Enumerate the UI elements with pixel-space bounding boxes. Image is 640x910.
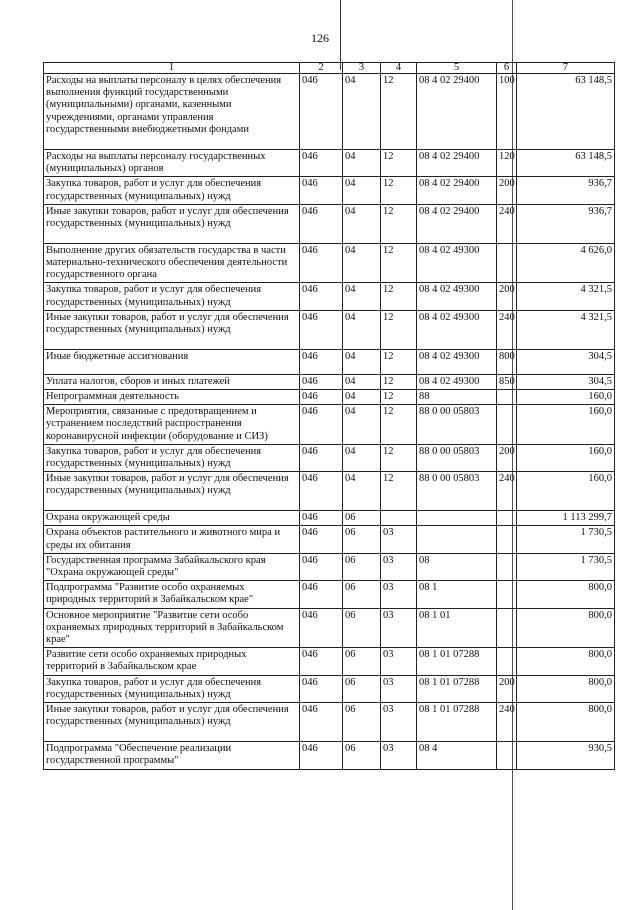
table-row (44, 553, 615, 580)
cell-ministry: 046 (300, 581, 343, 608)
row-name: Подпрограмма "Развитие особо охраняемых природных территорий в Забайкальском крае" (44, 581, 300, 608)
cell-subsection: 12 (381, 444, 417, 471)
cell-amount: 4 321,5 (517, 283, 615, 310)
cell-ministry: 046 (300, 283, 343, 310)
cell-amount: 800,0 (517, 703, 615, 742)
cell-subsection: 12 (381, 177, 417, 204)
cell-ministry: 046 (300, 177, 343, 204)
cell-ministry: 046 (300, 608, 343, 648)
cell-ministry: 046 (300, 74, 343, 150)
table-row (44, 405, 615, 445)
cell-expense-type: 850 (497, 374, 517, 389)
cell-expense-type: 240 (497, 310, 517, 349)
cell-amount: 1 113 299,7 (517, 511, 615, 526)
table-row (44, 349, 615, 374)
column-header: 7 (517, 63, 615, 74)
cell-section: 04 (343, 349, 381, 374)
cell-expense-type (497, 742, 517, 769)
row-name: Развитие сети особо охраняемых природных территорий в Забайкальском крае (44, 648, 300, 675)
cell-amount: 4 321,5 (517, 310, 615, 349)
cell-ministry: 046 (300, 675, 343, 702)
cell-expense-type (497, 390, 517, 405)
table-row (44, 675, 615, 702)
table-row (44, 204, 615, 243)
cell-target-article: 08 4 02 49300 (417, 374, 497, 389)
cell-ministry: 046 (300, 204, 343, 243)
cell-target-article: 08 4 02 49300 (417, 349, 497, 374)
cell-amount: 160,0 (517, 390, 615, 405)
cell-amount: 936,7 (517, 204, 615, 243)
row-name: Закупка товаров, работ и услуг для обеспечения государственных (муниципальных) нужд (44, 283, 300, 310)
cell-expense-type (497, 648, 517, 675)
table-row (44, 74, 615, 150)
column-header: 2 (300, 63, 343, 74)
cell-ministry: 046 (300, 374, 343, 389)
table-row (44, 703, 615, 742)
table-row (44, 742, 615, 769)
cell-target-article: 08 4 (417, 742, 497, 769)
cell-amount: 160,0 (517, 472, 615, 511)
table-header-row (44, 63, 615, 74)
cell-amount: 800,0 (517, 581, 615, 608)
cell-expense-type (497, 511, 517, 526)
cell-section: 04 (343, 472, 381, 511)
cell-subsection: 03 (381, 742, 417, 769)
cell-section: 04 (343, 150, 381, 177)
cell-amount: 1 730,5 (517, 526, 615, 553)
cell-section: 06 (343, 553, 381, 580)
cell-target-article: 08 4 02 29400 (417, 204, 497, 243)
row-name: Иные закупки товаров, работ и услуг для обеспечения государственных (муниципальных) нужд (44, 703, 300, 742)
table-row (44, 390, 615, 405)
cell-amount: 930,5 (517, 742, 615, 769)
cell-target-article (417, 511, 497, 526)
cell-section: 04 (343, 374, 381, 389)
table-row (44, 581, 615, 608)
cell-subsection: 12 (381, 283, 417, 310)
row-name: Выполнение других обязательств государства в части материально-технического обеспечения деятельности государственного органа (44, 243, 300, 283)
table-row (44, 310, 615, 349)
cell-amount: 800,0 (517, 675, 615, 702)
row-name: Расходы на выплаты персоналу в целях обеспечения выполнения функций государственными (муниципальными) органами, казенными учреждениями, органами управления государственными внебюджетными фондами (44, 74, 300, 150)
cell-section: 06 (343, 742, 381, 769)
cell-section: 06 (343, 526, 381, 553)
cell-section: 04 (343, 390, 381, 405)
row-name: Уплата налогов, сборов и иных платежей (44, 374, 300, 389)
cell-amount: 1 730,5 (517, 553, 615, 580)
cell-ministry: 046 (300, 390, 343, 405)
budget-table (43, 62, 615, 770)
cell-section: 06 (343, 703, 381, 742)
cell-expense-type (497, 608, 517, 648)
cell-subsection: 12 (381, 243, 417, 283)
cell-section: 04 (343, 177, 381, 204)
cell-section: 06 (343, 648, 381, 675)
table-row (44, 608, 615, 648)
column-header: 6 (497, 63, 517, 74)
cell-expense-type (497, 526, 517, 553)
cell-ministry: 046 (300, 150, 343, 177)
cell-section: 04 (343, 74, 381, 150)
cell-target-article: 88 0 00 05803 (417, 472, 497, 511)
cell-ministry: 046 (300, 526, 343, 553)
cell-amount: 800,0 (517, 608, 615, 648)
cell-section: 04 (343, 243, 381, 283)
table-row (44, 243, 615, 283)
table-row (44, 511, 615, 526)
cell-target-article: 08 1 01 07288 (417, 648, 497, 675)
cell-target-article: 08 4 02 49300 (417, 243, 497, 283)
row-name: Иные бюджетные ассигнования (44, 349, 300, 374)
cell-target-article: 08 4 02 49300 (417, 283, 497, 310)
cell-subsection: 03 (381, 608, 417, 648)
row-name: Закупка товаров, работ и услуг для обеспечения государственных (муниципальных) нужд (44, 177, 300, 204)
cell-expense-type (497, 581, 517, 608)
cell-ministry: 046 (300, 472, 343, 511)
cell-target-article: 08 1 01 (417, 608, 497, 648)
cell-amount: 160,0 (517, 444, 615, 471)
page-number: 126 (311, 31, 329, 45)
cell-expense-type: 200 (497, 177, 517, 204)
cell-subsection: 12 (381, 204, 417, 243)
row-name: Иные закупки товаров, работ и услуг для обеспечения государственных (муниципальных) нужд (44, 472, 300, 511)
cell-section: 06 (343, 608, 381, 648)
column-header: 5 (417, 63, 497, 74)
cell-expense-type: 240 (497, 472, 517, 511)
cell-subsection: 03 (381, 553, 417, 580)
cell-target-article: 08 4 02 29400 (417, 177, 497, 204)
cell-subsection: 12 (381, 405, 417, 445)
cell-expense-type: 200 (497, 444, 517, 471)
cell-target-article: 08 4 02 49300 (417, 310, 497, 349)
table-row (44, 374, 615, 389)
cell-ministry: 046 (300, 243, 343, 283)
cell-ministry: 046 (300, 405, 343, 445)
cell-subsection: 12 (381, 74, 417, 150)
cell-subsection: 12 (381, 349, 417, 374)
cell-section: 06 (343, 675, 381, 702)
row-name: Подпрограмма "Обеспечение реализации государственной программы" (44, 742, 300, 769)
cell-target-article: 08 1 (417, 581, 497, 608)
table-row (44, 283, 615, 310)
cell-subsection: 03 (381, 703, 417, 742)
cell-amount: 160,0 (517, 405, 615, 445)
cell-subsection (381, 511, 417, 526)
cell-target-article: 08 4 02 29400 (417, 150, 497, 177)
cell-section: 04 (343, 405, 381, 445)
row-name: Непрограммная деятельность (44, 390, 300, 405)
row-name: Иные закупки товаров, работ и услуг для обеспечения государственных (муниципальных) нужд (44, 204, 300, 243)
cell-amount: 63 148,5 (517, 74, 615, 150)
cell-expense-type (497, 405, 517, 445)
cell-ministry: 046 (300, 648, 343, 675)
cell-target-article: 88 0 00 05803 (417, 444, 497, 471)
row-name: Охрана окружающей среды (44, 511, 300, 526)
row-name: Закупка товаров, работ и услуг для обеспечения государственных (муниципальных) нужд (44, 444, 300, 471)
row-name: Государственная программа Забайкальского края "Охрана окружающей среды" (44, 553, 300, 580)
cell-subsection: 12 (381, 150, 417, 177)
cell-ministry: 046 (300, 703, 343, 742)
cell-ministry: 046 (300, 742, 343, 769)
cell-subsection: 12 (381, 310, 417, 349)
cell-amount: 4 626,0 (517, 243, 615, 283)
cell-amount: 304,5 (517, 349, 615, 374)
row-name: Расходы на выплаты персоналу государственных (муниципальных) органов (44, 150, 300, 177)
cell-subsection: 03 (381, 648, 417, 675)
column-header: 1 (44, 63, 300, 74)
cell-section: 04 (343, 204, 381, 243)
cell-expense-type: 100 (497, 74, 517, 150)
cell-amount: 63 148,5 (517, 150, 615, 177)
cell-target-article: 88 0 00 05803 (417, 405, 497, 445)
cell-ministry: 046 (300, 444, 343, 471)
cell-target-article: 08 4 02 29400 (417, 74, 497, 150)
table-row (44, 150, 615, 177)
row-name: Основное мероприятие "Развитие сети особо охраняемых природных территорий в Забайкальском крае" (44, 608, 300, 648)
cell-section: 06 (343, 581, 381, 608)
cell-section: 04 (343, 283, 381, 310)
row-name: Мероприятия, связанные с предотвращением и устранением последствий распространения коронавирусной инфекции (оборудование и СИЗ) (44, 405, 300, 445)
table-row (44, 177, 615, 204)
cell-target-article: 08 1 01 07288 (417, 675, 497, 702)
cell-expense-type: 240 (497, 204, 517, 243)
column-header: 3 (343, 63, 381, 74)
cell-target-article: 88 (417, 390, 497, 405)
cell-target-article (417, 526, 497, 553)
cell-ministry: 046 (300, 310, 343, 349)
cell-section: 04 (343, 444, 381, 471)
row-name: Охрана объектов растительного и животного мира и среды их обитания (44, 526, 300, 553)
cell-expense-type (497, 553, 517, 580)
cell-expense-type: 800 (497, 349, 517, 374)
cell-subsection: 12 (381, 472, 417, 511)
cell-target-article: 08 1 01 07288 (417, 703, 497, 742)
table-row (44, 526, 615, 553)
cell-expense-type: 240 (497, 703, 517, 742)
cell-section: 04 (343, 310, 381, 349)
table-row (44, 648, 615, 675)
cell-amount: 800,0 (517, 648, 615, 675)
cell-ministry: 046 (300, 511, 343, 526)
cell-expense-type: 200 (497, 283, 517, 310)
cell-subsection: 03 (381, 581, 417, 608)
column-header: 4 (381, 63, 417, 74)
cell-target-article: 08 (417, 553, 497, 580)
cell-subsection: 03 (381, 526, 417, 553)
cell-subsection: 12 (381, 390, 417, 405)
cell-subsection: 12 (381, 374, 417, 389)
table-row (44, 444, 615, 471)
cell-ministry: 046 (300, 349, 343, 374)
cell-subsection: 03 (381, 675, 417, 702)
row-name: Иные закупки товаров, работ и услуг для обеспечения государственных (муниципальных) нужд (44, 310, 300, 349)
cell-ministry: 046 (300, 553, 343, 580)
table-row (44, 472, 615, 511)
cell-expense-type: 120 (497, 150, 517, 177)
cell-expense-type (497, 243, 517, 283)
cell-amount: 936,7 (517, 177, 615, 204)
cell-expense-type: 200 (497, 675, 517, 702)
row-name: Закупка товаров, работ и услуг для обеспечения государственных (муниципальных) нужд (44, 675, 300, 702)
cell-amount: 304,5 (517, 374, 615, 389)
cell-section: 06 (343, 511, 381, 526)
